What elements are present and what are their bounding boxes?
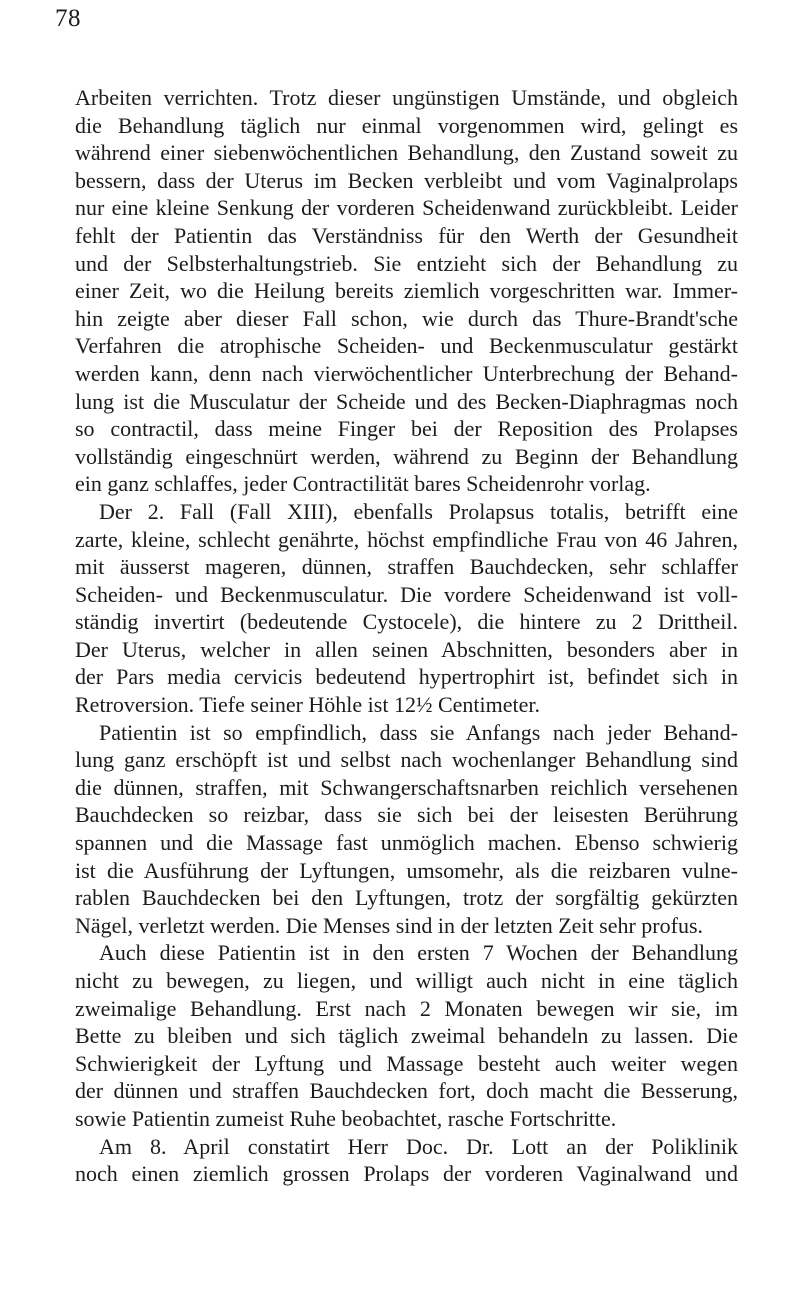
text-line: Arbeiten verrichten. Trotz dieser ungünstigen Umstände, und obgleich — [75, 85, 738, 110]
text-line: Retroversion. Tiefe seiner Höhle ist 12½ Centimeter. — [75, 692, 540, 718]
text-line: Der Uterus, welcher in allen seinen Abschnitten, besonders aber in — [75, 636, 738, 662]
text-line: vollständig eingeschnürt werden, während zu Beginn der Behandlung — [75, 443, 738, 469]
text-line: ständig invertirt (bedeutende Cystocele), die hintere zu 2 Drittheil. — [75, 609, 738, 635]
text-line: hin zeigte aber dieser Fall schon, wie durch das Thure-Brandt'sche — [75, 305, 738, 331]
text-line: fehlt der Patientin das Verständniss für den Werth der Gesundheit — [75, 222, 738, 248]
text-line: spannen und die Massage fast unmöglich machen. Ebenso schwierig — [75, 830, 738, 856]
text-line: Verfahren die atrophische Scheiden- und Beckenmusculatur gestärkt — [75, 333, 738, 359]
text-line: Bette zu bleiben und sich täglich zweimal behandeln zu lassen. Die — [75, 1023, 738, 1049]
text-line: die Behandlung täglich nur einmal vorgenommen wird, gelingt es — [75, 112, 738, 138]
text-line: mit äusserst mageren, dünnen, straffen Bauchdecken, sehr schlaffer — [75, 554, 738, 580]
text-line: zarte, kleine, schlecht genährte, höchst empfindliche Frau von 46 Jahren, — [75, 526, 738, 552]
text-line: der dünnen und straffen Bauchdecken fort, doch macht die Besserung, — [75, 1078, 738, 1104]
text-line: rablen Bauchdecken bei den Lyftungen, trotz der sorgfältig gekürzten — [75, 885, 738, 911]
paragraph — [75, 84, 738, 498]
text-line: zweimalige Behandlung. Erst nach 2 Monaten bewegen wir sie, im — [75, 995, 738, 1021]
text-line: Der 2. Fall (Fall XIII), ebenfalls Prolapsus totalis, betrifft eine — [99, 498, 738, 524]
text-line: sowie Patientin zumeist Ruhe beobachtet, rasche Fortschritte. — [75, 1105, 617, 1131]
text-line: Scheiden- und Beckenmusculatur. Die vordere Scheidenwand ist voll- — [75, 581, 738, 607]
text-line: und der Selbsterhaltungstrieb. Sie entzieht sich der Behandlung zu — [75, 250, 738, 276]
text-line: ein ganz schlaffes, jeder Contractilität bares Scheidenrohr vorlag. — [75, 471, 651, 497]
paragraph — [75, 498, 738, 719]
text-line: die dünnen, straffen, mit Schwangerschaftsnarben reichlich versehenen — [75, 774, 738, 800]
text-line: bessern, dass der Uterus im Becken verbleibt und vom Vaginalprolaps — [75, 167, 738, 193]
text-line: Nägel, verletzt werden. Die Menses sind in der letzten Zeit sehr profus. — [75, 912, 704, 938]
text-line: nur eine kleine Senkung der vorderen Scheidenwand zurückbleibt. Leider — [75, 195, 738, 221]
text-line: lung ganz erschöpft ist und selbst nach wochenlanger Behandlung sind — [75, 747, 738, 773]
paragraph — [75, 1133, 738, 1188]
text-line: während einer siebenwöchentlichen Behandlung, den Zustand soweit zu — [75, 140, 738, 166]
text-line: ist die Ausführung der Lyftungen, umsomehr, als die reizbaren vulne- — [75, 857, 738, 883]
text-line: so contractil, dass meine Finger bei der Reposition des Prolapses — [75, 416, 738, 442]
text-line: werden kann, denn nach vierwöchentlicher Unterbrechung der Behand- — [75, 360, 738, 386]
page-number: 78 — [55, 5, 81, 32]
text-line: der Pars media cervicis bedeutend hypertrophirt ist, befindet sich in — [75, 664, 738, 690]
body-text — [75, 84, 738, 1188]
paragraph — [75, 939, 738, 1132]
text-line: einer Zeit, wo die Heilung bereits ziemlich vorgeschritten war. Immer- — [75, 278, 738, 304]
text-line: Auch diese Patientin ist in den ersten 7 Wochen der Behandlung — [99, 940, 738, 966]
text-line: Schwierigkeit der Lyftung und Massage besteht auch weiter wegen — [75, 1050, 738, 1076]
text-line: Patientin ist so empfindlich, dass sie Anfangs nach jeder Behand- — [99, 719, 738, 745]
text-line: Bauchdecken so reizbar, dass sie sich bei der leisesten Berührung — [75, 802, 738, 828]
text-line: nicht zu bewegen, zu liegen, und willigt auch nicht in eine täglich — [75, 968, 738, 993]
paragraph — [75, 719, 738, 940]
text-line: noch einen ziemlich grossen Prolaps der vorderen Vaginalwand und — [75, 1161, 738, 1187]
text-line: Am 8. April constatirt Herr Doc. Dr. Lott an der Poliklinik — [99, 1133, 738, 1159]
text-line: lung ist die Musculatur der Scheide und des Becken-Diaphragmas noch — [75, 388, 738, 414]
